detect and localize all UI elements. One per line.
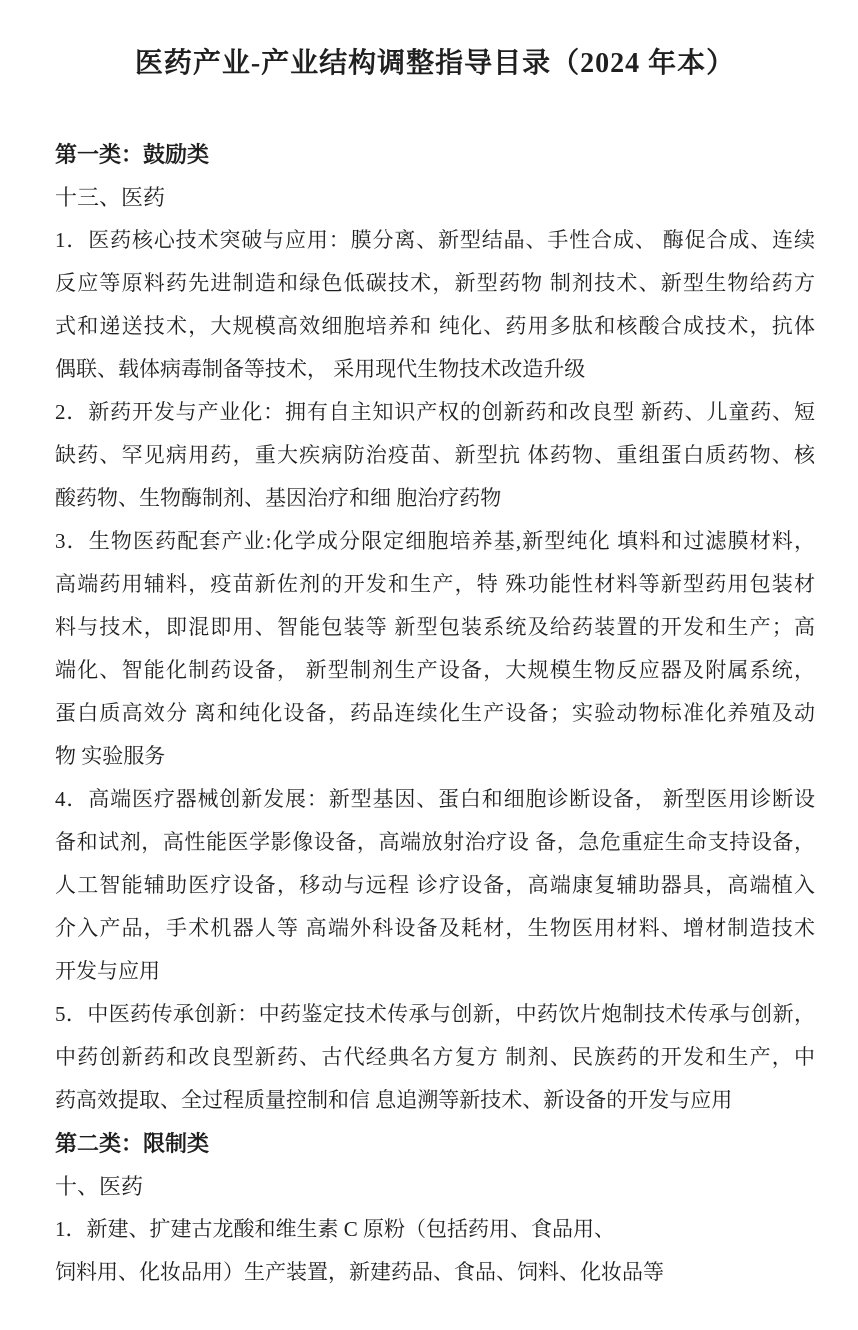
paragraph-line: 5．中医药传承创新：中药鉴定技术传承与创新，中药饮片炮制技术传承与创新， bbox=[55, 1002, 815, 1026]
section-1-heading: 第一类：鼓励类 bbox=[55, 142, 210, 167]
paragraph-line: 物 实验服务 bbox=[55, 744, 166, 768]
paragraph-line: 4．高端医疗器械创新发展：新型基因、蛋白和细胞诊断设备， 新型医用诊断设 bbox=[55, 787, 815, 811]
paragraph-line: 蛋白质高效分 离和纯化设备，药品连续化生产设备；实验动物标准化养殖及动 bbox=[55, 701, 815, 725]
paragraph-line: 式和递送技术，大规模高效细胞培养和 纯化、药用多肽和核酸合成技术，抗体 bbox=[55, 314, 815, 338]
paragraph-line: 反应等原料药先进制造和绿色低碳技术，新型药物 制剂技术、新型生物给药方 bbox=[55, 271, 815, 295]
section-1-subheading: 十三、医药 bbox=[55, 185, 166, 210]
paragraph-line: 端化、智能化制药设备， 新型制剂生产设备，大规模生物反应器及附属系统， bbox=[55, 658, 815, 682]
paragraph-line: 1．医药核心技术突破与应用：膜分离、新型结晶、手性合成、 酶促合成、连续 bbox=[55, 228, 815, 252]
paragraph-line: 2．新药开发与产业化：拥有自主知识产权的创新药和改良型 新药、儿童药、短 bbox=[55, 400, 815, 424]
section-2-subheading: 十、医药 bbox=[55, 1174, 144, 1199]
document-title: 医药产业-产业结构调整指导目录（2024 年本） bbox=[134, 48, 736, 79]
document-body bbox=[55, 133, 815, 1294]
paragraph-line: 药高效提取、全过程质量控制和信 息追溯等新技术、新设备的开发与应用 bbox=[55, 1088, 733, 1112]
paragraph-line: 1．新建、扩建古龙酸和维生素 C 原粉（包括药用、食品用、 bbox=[55, 1217, 616, 1241]
paragraph-line: 介入产品，手术机器人等 高端外科设备及耗材，生物医用材料、增材制造技术 bbox=[55, 916, 815, 940]
paragraph-line: 高端药用辅料，疫苗新佐剂的开发和生产，特 殊功能性材料等新型药用包装材 bbox=[55, 572, 815, 596]
paragraph-line: 开发与应用 bbox=[55, 959, 160, 983]
section-2-heading: 第二类：限制类 bbox=[55, 1131, 210, 1156]
paragraph-line: 偶联、载体病毒制备等技术， 采用现代生物技术改造升级 bbox=[55, 357, 586, 381]
paragraph-line: 料与技术，即混即用、智能包装等 新型包装系统及给药装置的开发和生产；高 bbox=[55, 615, 815, 639]
paragraph-line: 酸药物、生物酶制剂、基因治疗和细 胞治疗药物 bbox=[55, 486, 502, 510]
paragraph-line: 备和试剂，高性能医学影像设备，高端放射治疗设 备，急危重症生命支持设备， bbox=[55, 830, 815, 854]
paragraph-line: 人工智能辅助医疗设备，移动与远程 诊疗设备，高端康复辅助器具，高端植入 bbox=[55, 873, 815, 897]
paragraph-line: 饲料用、化妆品用）生产装置，新建药品、食品、饲料、化妆品等 bbox=[55, 1260, 664, 1284]
paragraph-line: 缺药、罕见病用药，重大疾病防治疫苗、新型抗 体药物、重组蛋白质药物、核 bbox=[55, 443, 815, 467]
paragraph-line: 中药创新药和改良型新药、古代经典名方复方 制剂、民族药的开发和生产，中 bbox=[55, 1045, 815, 1069]
paragraph-line: 3．生物医药配套产业:化学成分限定细胞培养基,新型纯化 填料和过滤膜材料， bbox=[55, 529, 815, 553]
